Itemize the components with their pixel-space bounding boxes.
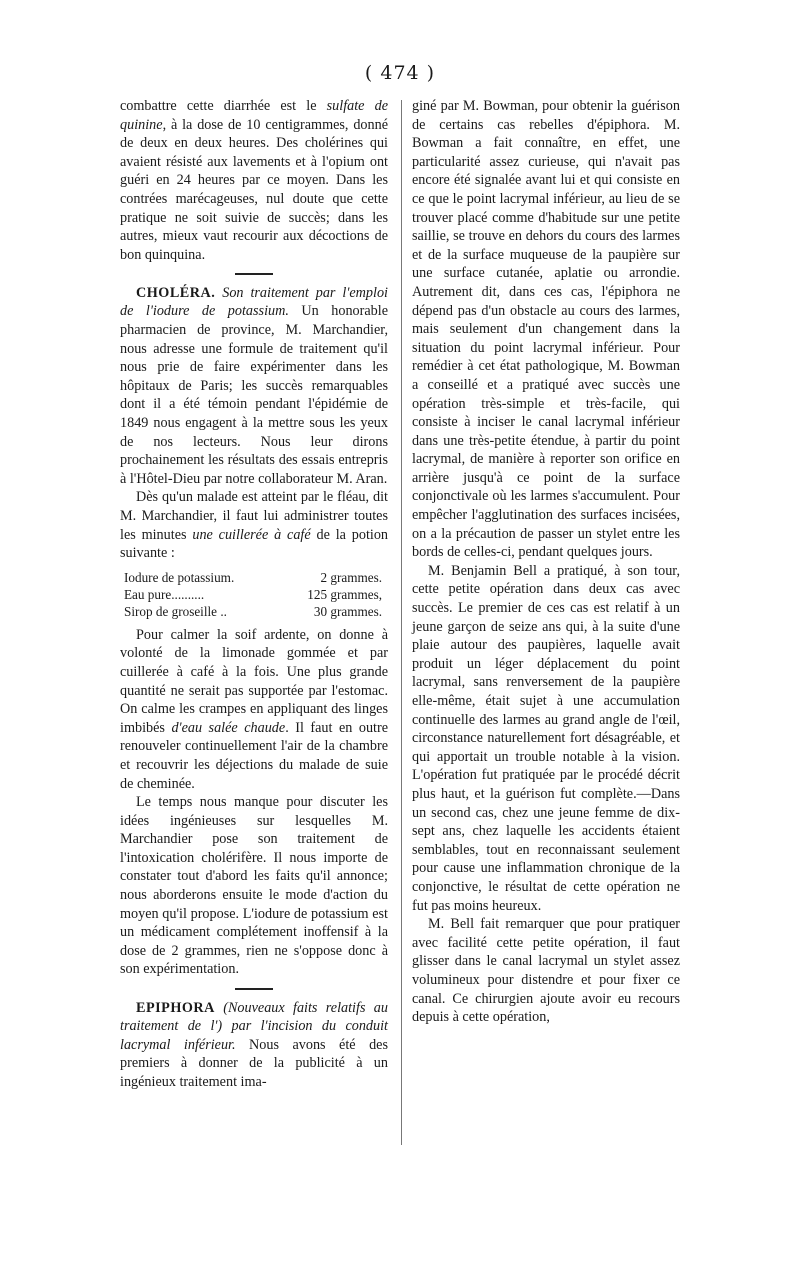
- paragraph: Pour calmer la soif ardente, on donne à volonté de la limonade gommée et par cuillerée à café à la fois. Une plus grande quantité ne serait pas supportée par l'estomac. On calme les crampes en appliquant des linges imbibés d'eau salée chaude. Il faut en outre renouveler continuellement l'air de la chambre et recouvrir les déjections du malade de suie de cheminée.: [120, 626, 389, 792]
- paragraph: Le temps nous manque pour discuter les idées ingénieuses sur lesquelles M. Marchandier pose son traitement de l'intoxication cholérifère. Il nous importe de constater tout d'abord les faits qu'il annonce; nous aborderons ensuite le mode d'action du moyen qu'il propose. L'iodure de potassium est un médicament complétement inoffensif à la dose de 2 grammes, rien ne s'oppose donc à son expérimentation.: [120, 794, 388, 978]
- page-number: ( 474 ): [364, 62, 436, 84]
- emphasis: une cuillerée à café: [192, 526, 311, 543]
- article-heading: CHOLÉRA.: [136, 284, 216, 301]
- recipe-table: [124, 569, 388, 620]
- paragraph: M. Bell fait remarquer que pour pratiquer avec facilité cette petite opération, il faut glisser dans le canal lacrymal un stylet assez volumineux pour distendre et pour fixer ce canal. Ce chirurgien ajoute avoir eu recours depuis à cette opération,: [412, 916, 680, 1026]
- emphasis: sulfate de quinine: [120, 98, 388, 133]
- recipe-row: Iodure de potassium. 2 grammes.: [124, 569, 382, 585]
- recipe-row: Eau pure.......... 125 grammes,: [124, 586, 382, 602]
- right-column: [412, 97, 680, 1027]
- article-subtitle: Son traitement par l'emploi de l'iodure de potassium.: [120, 284, 388, 320]
- emphasis: d'eau salée chaude: [171, 719, 286, 736]
- paragraph: Dès qu'un malade est atteint par le fléau, dit M. Marchandier, il faut lui administrer toutes les minutes une cuillerée à café de la potion suivante :: [120, 489, 389, 562]
- paragraph: giné par M. Bowman, pour obtenir la guérison de certains cas rebelles d'épiphora. M. Bowman a fait connaître, en effet, une particularité assez curieuse, qui n'avait pas encore été signalée avant lui et qui consiste en ce que le point lacrymal inférieur, au lieu de se trouver placé comme d'habitude sur une petite saillie, se trouve en dehors du cours des larmes et de la surface muqueuse de la paupière sur une surface cutanée, aplatie ou arrondie. Autrement dit, dans ces cas, l'épiphora ne dépend pas d'un obstacle au cours des larmes, mais seulement d'un changement dans la situation du point lacrymal inférieur. Pour remédier à cet état pathologique, M. Bowman a conseillé et a pratiqué avec succès une opération très-simple et très-facile, qui consiste à inciser le canal lacrymal inférieur dans une très-petite étendue, à partir du point lacrymal, de manière à reporter son orifice en arrière jusqu'à ce point de la surface conjonctivale où les larmes s'accumulent. Pour empêcher l'agglutination des surfaces incisées, on a la précaution de passer un stylet entre les bords de celles-ci, pendant quelques jours.: [412, 98, 680, 561]
- separator-rule: [235, 273, 273, 275]
- article-epiphora: EPIPHORA (Nouveaux faits relatifs au traitement de l') par l'incision du conduit lacrymal inférieur. Nous avons été des premiers à donner de la publicité à un ingénieux traitement ima-: [120, 999, 388, 1090]
- article-heading: EPIPHORA: [136, 999, 215, 1016]
- left-column: [120, 97, 388, 1092]
- column-rule: [401, 100, 402, 1145]
- article-cholera: CHOLÉRA. Son traitement par l'emploi de l'iodure de potassium. Un honorable pharmacien de province, M. Marchandier, nous adresse une formule de traitement qu'il nous prie de faire expérimenter dans les hôpitaux de Paris; les succès remarquables dont il a été témoin pendant l'épidémie de 1849 nous engagent à la mettre sous les yeux de nos lecteurs. Nous leur dirons prochainement les résultats des essais entrepris à l'Hôtel-Dieu par notre collaborateur M. Aran.: [120, 284, 388, 487]
- article-subtitle: (Nouveaux faits relatifs au traitement de l') par l'incision du conduit lacrymal inférieur.: [120, 999, 388, 1053]
- paragraph: combattre cette diarrhée est le sulfate de quinine, à la dose de 10 centigrammes, donné de deux en deux heures. Des cholérines qui avaient résisté aux lavements et à l'opium ont guéri en 24 heures par ce moyen. Dans les contrées marécageuses, nul doute que cette pratique ne soit suivie de succès; dans les autres, mieux vaut recourir aux décoctions de bon quinquina.: [120, 98, 388, 263]
- separator-rule: [235, 988, 273, 990]
- recipe-row: Sirop de groseille .. 30 grammes.: [124, 603, 382, 619]
- paragraph: M. Benjamin Bell a pratiqué, à son tour, cette petite opération dans deux cas avec succès. Le premier de ces cas est relatif à un jeune garçon de seize ans qui, à la suite d'une plaie autour des paupières, laquelle avait produit un léger déplacement du point lacrymal, sans renversement de la paupière elle-même, était sujet à une accumulation continuelle des larmes au grand angle de l'œil, circonstance naturellement fort désagréable, et qui apportait un trouble notable à la vision. L'opération fut pratiquée par le procédé décrit plus haut, et la guérison fut complète.—Dans un second cas, chez une jeune femme de dix-sept ans, chez laquelle les accidents étaient semblables, tout en reconnaissant seulement pour cause une inflammation chronique de la conjonctive, le résultat de cette opération ne fut pas moins heureux.: [412, 562, 680, 914]
